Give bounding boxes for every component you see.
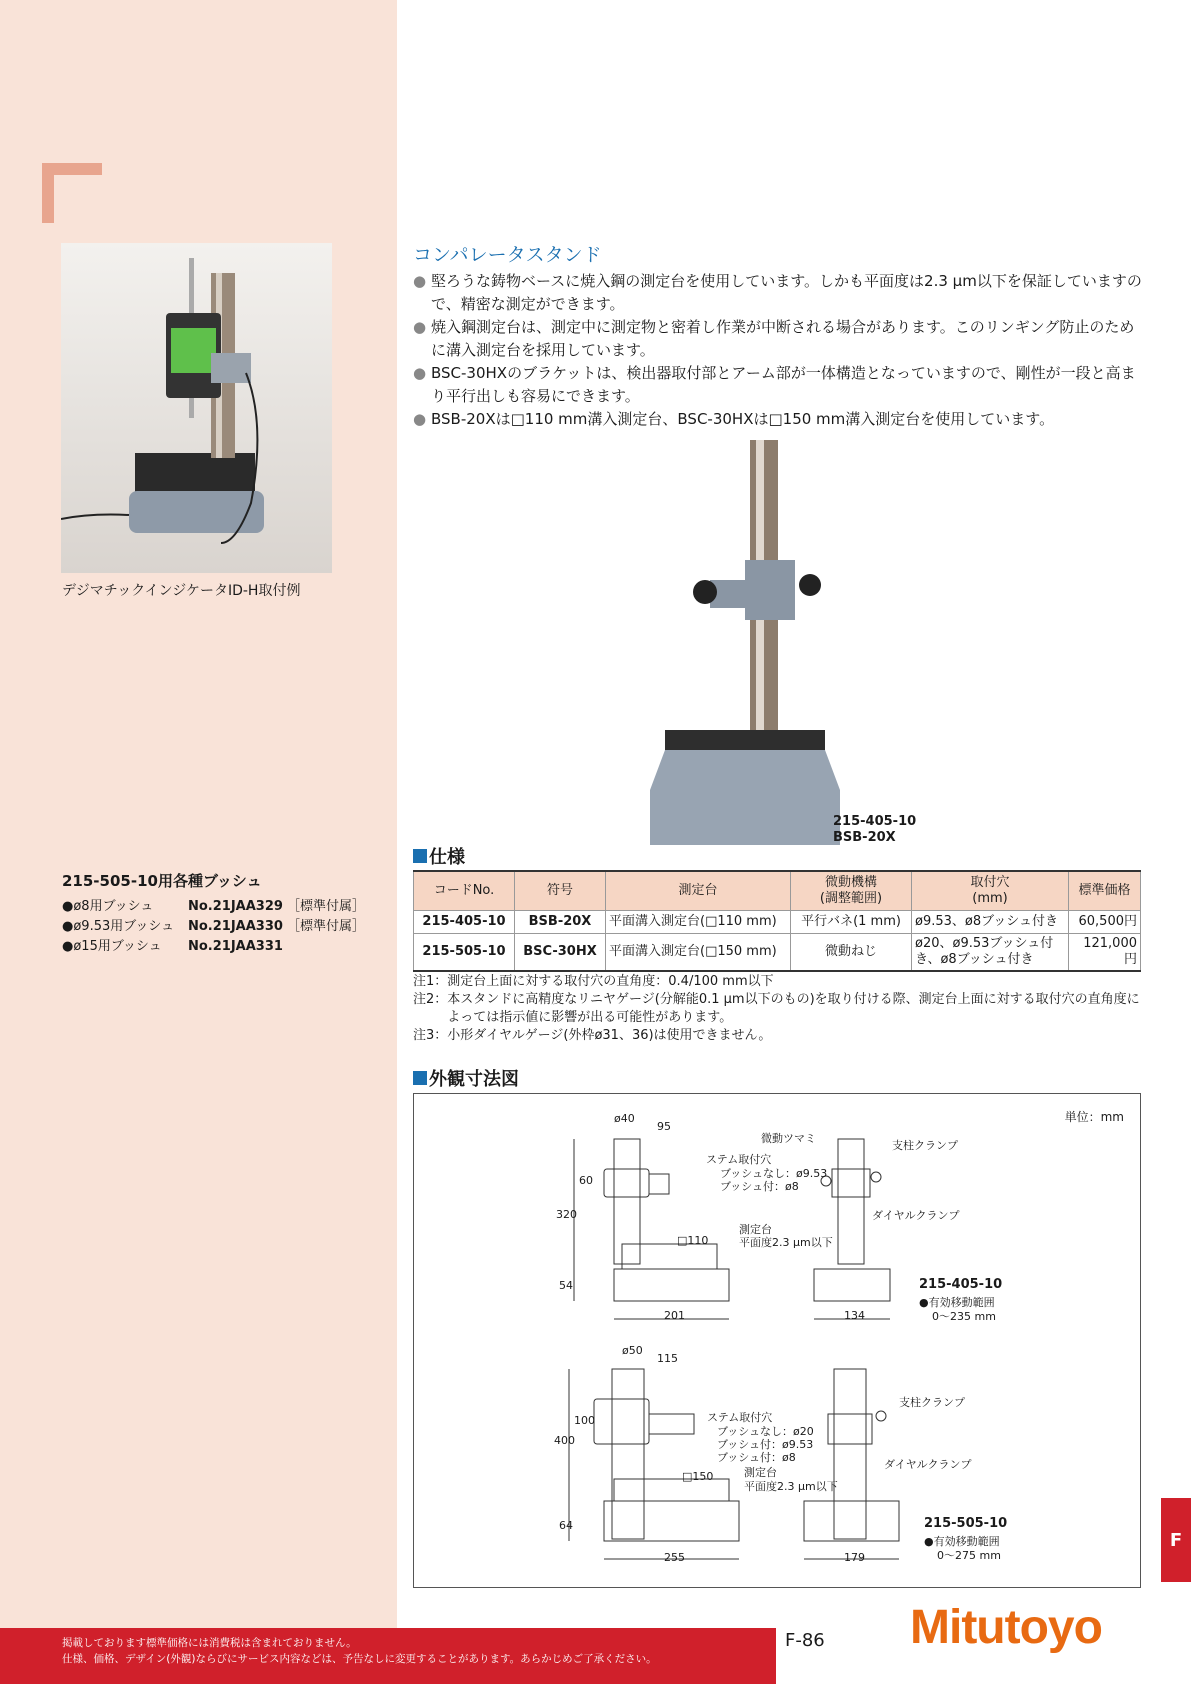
dim-label: 0〜235 mm	[932, 1310, 996, 1323]
dim-label: 平面度2.3 µm以下	[739, 1236, 833, 1249]
dim-label: □150	[682, 1470, 714, 1483]
section-title: コンパレータスタンド	[413, 244, 602, 266]
list-item: ● BSB-20Xは□110 mm溝入測定台、BSC-30HXは□150 mm溝入測定台を使用しています。	[413, 410, 1055, 428]
dim-label: 134	[844, 1309, 865, 1322]
section-tab: F	[1161, 1498, 1191, 1582]
table-header: 取付穴 (mm)	[912, 871, 1069, 911]
model-code: 215-505-10	[924, 1516, 1008, 1531]
list-item: ● 焼入鋼測定台は、測定中に測定物と密着し作業が中断される場合があります。このリンギング防止のために溝入測定台を採用しています。	[413, 318, 1135, 359]
footer-text: 掲載しております標準価格には消費税は含まれておりません。 仕様、価格、デザイン(外観)ならびにサービス内容などは、予告なしに変更することがあります。あらかじめご了承ください。	[62, 1637, 657, 1665]
unit-label: 単位：mm	[1064, 1110, 1124, 1124]
table-row: 215-405-10 BSB-20X 平面溝入測定台(□110 mm) 平行バネ(1 mm) ø9.53、ø8ブッシュ付き 60,500円	[414, 911, 1141, 934]
dim-label: 測定台	[739, 1223, 772, 1236]
photo-caption: デジマチックインジケータID-H取付例	[62, 583, 301, 599]
dim-label: 64	[559, 1519, 573, 1532]
dim-label: ø50	[622, 1344, 643, 1357]
table-header: 標準価格	[1069, 871, 1141, 911]
dim-label: 115	[657, 1352, 678, 1365]
dim-label: 54	[559, 1279, 573, 1292]
dim-label: ダイヤルクランプ	[872, 1209, 960, 1222]
page-number: F-86	[785, 1630, 825, 1651]
mitutoyo-logo: Mitutoyo	[910, 1601, 1102, 1654]
table-row: 215-505-10 BSC-30HX 平面溝入測定台(□150 mm) 微動ねじ ø20、ø9.53ブッシュ付き、ø8ブッシュ付き 121,000円	[414, 934, 1141, 972]
table-header: コードNo.	[414, 871, 515, 911]
note-item: 注1： 測定台上面に対する取付穴の直角度：0.4/100 mm以下	[413, 974, 774, 989]
dim-label: ステム取付穴	[706, 1153, 772, 1166]
dim-label: 100	[574, 1414, 595, 1427]
bush-title: 215-505-10用各種ブッシュ	[62, 872, 262, 890]
table-header: 微動機構 (調整範囲)	[791, 871, 912, 911]
spec-table	[413, 870, 1141, 972]
dim-label: 201	[664, 1309, 685, 1322]
dim-label: ブッシュなし：ø9.53	[720, 1167, 828, 1180]
notes	[413, 973, 1143, 1045]
table-header: 符号	[515, 871, 606, 911]
dim-label: 測定台	[744, 1466, 777, 1479]
dim-label: 320	[556, 1208, 577, 1221]
drawing-heading: 外観寸法図	[413, 1065, 519, 1091]
dim-label: □110	[677, 1234, 709, 1247]
dim-label: 微動ツマミ	[761, 1132, 816, 1145]
stand-product-image	[650, 440, 840, 860]
dim-label: ステム取付穴	[707, 1411, 773, 1424]
corner-mark	[42, 163, 102, 223]
spec-heading: 仕様	[413, 843, 465, 869]
dim-label: ダイヤルクランプ	[884, 1458, 972, 1471]
list-item: ● 堅ろうな鋳物ベースに焼入鋼の測定台を使用しています。しかも平面度は2.3 µm以下を保証していますので、精密な測定ができます。	[413, 272, 1142, 313]
dim-label: 400	[554, 1434, 575, 1447]
dim-label: 0〜275 mm	[937, 1549, 1001, 1562]
list-item: ● BSC-30HXのブラケットは、検出器取付部とアーム部が一体構造となっていますので、剛性が一段と高まり平行出しも容易にできます。	[413, 364, 1136, 405]
dim-label: ブッシュ付：ø8	[717, 1451, 796, 1464]
dim-label: 179	[844, 1551, 865, 1564]
list-item: ●ø8用ブッシュ No.21JAA329 ［標準付属］	[62, 899, 365, 914]
dim-label: ブッシュ付：ø9.53	[717, 1438, 814, 1451]
dim-label: ブッシュなし：ø20	[717, 1425, 814, 1438]
dim-label: 支柱クランプ	[892, 1139, 958, 1152]
feature-list	[413, 270, 1143, 431]
table-header: 測定台	[606, 871, 791, 911]
dim-label: ●有効移動範囲	[924, 1535, 1000, 1548]
bush-list	[62, 897, 382, 957]
dim-label: ●有効移動範囲	[919, 1296, 995, 1309]
dim-label: 平面度2.3 µm以下	[744, 1480, 838, 1493]
dim-label: ブッシュ付：ø8	[720, 1180, 799, 1193]
model-code: 215-405-10	[919, 1277, 1003, 1292]
note-item: 注2： 本スタンドに高精度なリニヤゲージ(分解能0.1 µm以下のもの)を取り付ける際、測定台上面に対する取付穴の直角度によっては指示値に影響が出る可能性があります。	[413, 992, 1140, 1025]
product-label: 215-405-10 BSB-20X	[833, 814, 917, 845]
dim-label: ø40	[614, 1112, 635, 1125]
note-item: 注3： 小形ダイヤルゲージ(外枠ø31、36)は使用できません。	[413, 1028, 772, 1043]
dim-label: 95	[657, 1120, 671, 1133]
dim-label: 255	[664, 1551, 685, 1564]
list-item: ●ø15用ブッシュ No.21JAA331	[62, 939, 283, 954]
dim-label: 60	[579, 1174, 593, 1187]
indicator-photo	[61, 243, 332, 573]
dimension-drawing	[413, 1093, 1141, 1588]
list-item: ●ø9.53用ブッシュ No.21JAA330 ［標準付属］	[62, 919, 365, 934]
dim-label: 支柱クランプ	[899, 1396, 965, 1409]
